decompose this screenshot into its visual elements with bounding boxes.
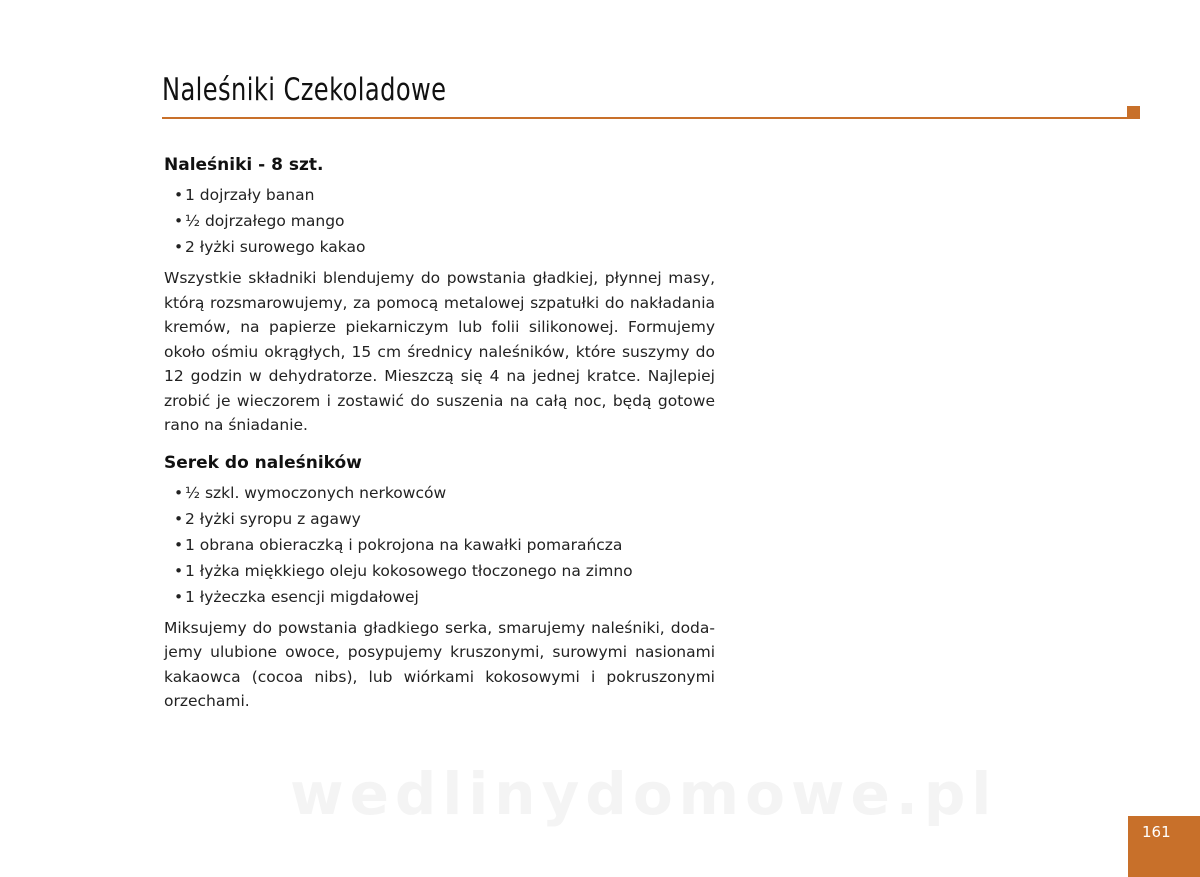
ingredient-list xyxy=(174,182,715,260)
section-heading: Naleśniki - 8 szt. xyxy=(164,155,324,175)
section-heading: Serek do naleśników xyxy=(164,452,362,473)
ingredient-item: • 2 łyżki surowego kakao xyxy=(174,234,715,260)
title-divider xyxy=(162,117,1127,119)
method-paragraph: Wszystkie składniki blendujemy do powstania gładkiej, płynnej masy, którą rozsmarowujemy, za pomocą metalowej szpatułki do nakładania kremów, na papierze piekarniczym lub folii silikonowej. Formujemy około ośmiu okrągłych, 15 cm średnicy naleśników, które suszymy do 12 godzin w dehydratorze. Mieszczą się 4 na jednej kratce. Najlepiej zrobić je wieczorem i zostawić do suszenia na całą noc, będą gotowe rano na śniadanie. xyxy=(164,269,715,434)
section-crepes xyxy=(164,150,715,438)
title-accent-square xyxy=(1127,106,1140,119)
ingredient-item: • 1 łyżka miękkiego oleju kokosowego tłoczonego na zimno xyxy=(174,558,715,584)
ingredient-list xyxy=(174,480,715,610)
ingredient-item: • 1 dojrzały banan xyxy=(174,182,715,208)
page-number: 161 xyxy=(1142,823,1171,841)
watermark: wedlinydomowe.pl xyxy=(290,760,998,828)
method-paragraph: Miksujemy do powstania gładkiego serka, smarujemy naleśniki, dodajemy ulubione owoce, posypujemy kruszonymi, surowymi nasionami kakaowca (cocoa nibs), lub wiórkami kokosowymi i pokruszonymi orzechami. xyxy=(164,618,715,710)
ingredient-item: • ½ szkl. wymoczonych nerkowców xyxy=(174,480,715,506)
ingredient-item: • ½ dojrzałego mango xyxy=(174,208,715,234)
ingredient-item: • 1 obrana obieraczką i pokrojona na kawałki pomarańcza xyxy=(174,532,715,558)
ingredient-item: • 1 łyżeczka esencji migdałowej xyxy=(174,584,715,610)
ingredient-item: • 2 łyżki syropu z agawy xyxy=(174,506,715,532)
page-number-box xyxy=(1128,816,1200,877)
recipe-content xyxy=(164,150,715,722)
section-cream-cheese xyxy=(164,448,715,714)
page-title: Naleśniki Czekoladowe xyxy=(162,72,447,108)
